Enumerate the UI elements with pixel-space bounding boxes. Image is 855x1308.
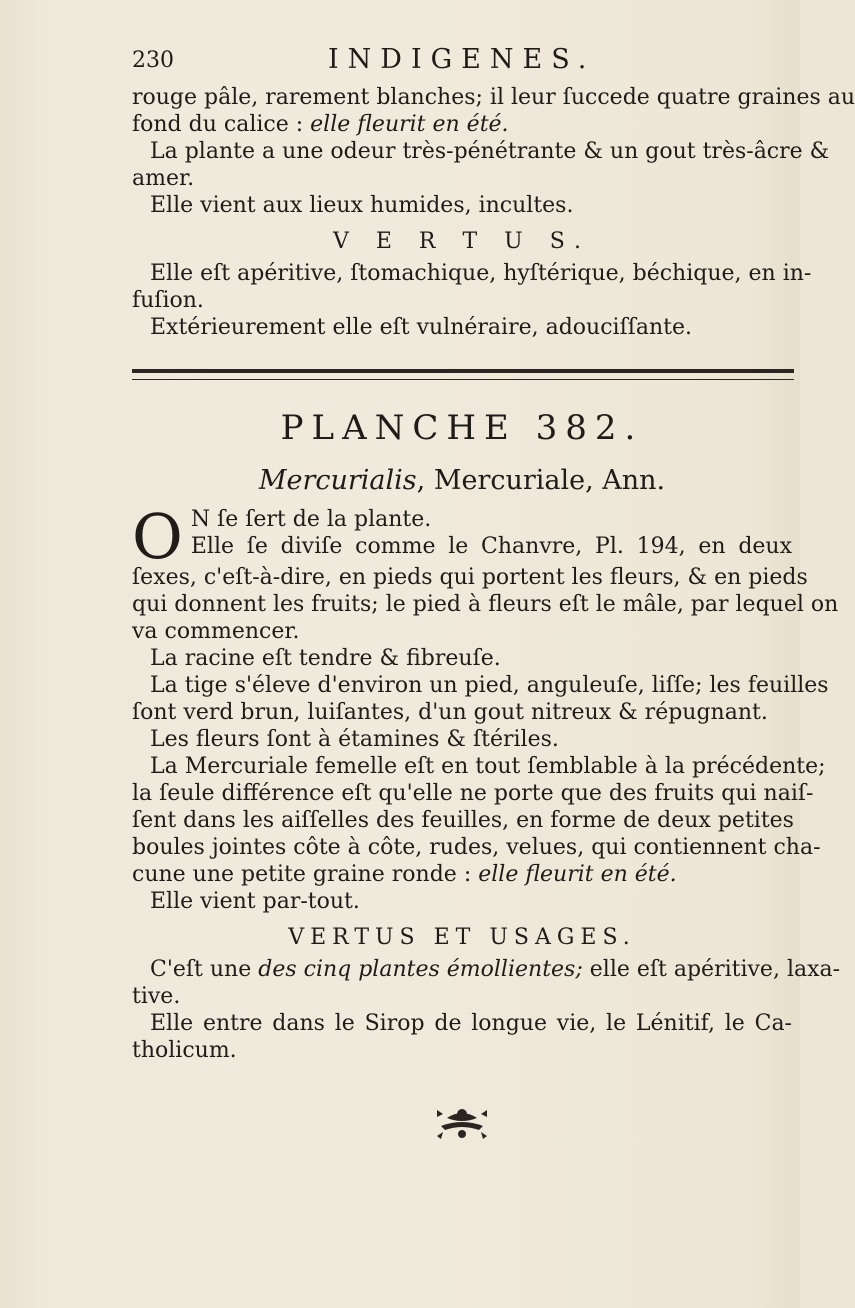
plate-text	[132, 500, 839, 915]
page-content	[132, 44, 855, 1144]
section-divider	[132, 369, 794, 380]
plate-subtitle: Mercurialis, Mercuriale, Ann.	[258, 465, 666, 496]
text-line: ſont verd brun, luiſantes, d'un gout nitreux & répugnant.	[132, 700, 768, 725]
text-line: ſexes, c'eſt-à-dire, en pieds qui portent les fleurs, & en pieds	[132, 565, 808, 590]
page-number: 230	[132, 48, 174, 73]
text-line: Elle entre dans le Sirop de longue vie, le Lénitif, le Ca-	[150, 1011, 792, 1036]
text-line: Elle vient aux lieux humides, incultes.	[150, 193, 574, 218]
text-line: va commencer.	[132, 619, 300, 644]
running-head: INDIGENES.	[328, 44, 596, 75]
page-header	[132, 44, 792, 82]
text-line: Elle eſt apéritive, ſtomachique, hyſtérique, béchique, en in-	[150, 261, 812, 286]
text-line: C'eſt une des cinq plantes émollientes; elle eſt apéritive, laxa-	[150, 957, 841, 982]
text-line: ſent dans les aiſſelles des feuilles, en forme de deux petites	[132, 808, 794, 833]
text-line: O N ſe ſert de la plante.	[132, 500, 432, 573]
drop-cap: O	[132, 500, 183, 573]
text-line: la ſeule différence eſt qu'elle ne porte que des fruits qui naiſ-	[132, 781, 814, 806]
text-line: Extérieurement elle eſt vulnéraire, adouciſſante.	[150, 315, 692, 340]
text-line: fuſion.	[132, 288, 204, 313]
text-line: fond du calice : elle fleurit en été.	[132, 112, 509, 137]
text-line: amer.	[132, 166, 195, 191]
text-line: La tige s'éleve d'environ un pied, anguleuſe, liſſe; les feuilles	[150, 673, 829, 698]
section-heading-vertus-usages: VERTUS ET USAGES.	[288, 925, 636, 950]
text-line: Elle ſe diviſe comme le Chanvre, Pl. 194, en deux	[190, 534, 792, 559]
text-line: boules jointes côte à côte, rudes, velues, qui contiennent cha-	[132, 835, 821, 860]
text-line: cune une petite graine ronde : elle fleurit en été.	[132, 862, 677, 887]
text-line: La Mercuriale femelle eſt en tout ſemblable à la précédente;	[150, 754, 826, 779]
text-line: tive.	[132, 984, 181, 1009]
text-line: Elle vient par-tout.	[150, 889, 360, 914]
text-line: La racine eſt tendre & fibreuſe.	[150, 646, 501, 671]
text-line: La plante a une odeur très-pénétrante & un gout très-âcre &	[150, 139, 830, 164]
fleuron-ornament-icon	[427, 1104, 497, 1144]
text-line: tholicum.	[132, 1038, 237, 1063]
text-line: Les fleurs ſont à étamines & ſtériles.	[150, 727, 559, 752]
text-line: rouge pâle, rarement blanches; il leur ſuccede quatre graines au	[132, 85, 855, 110]
text-line: qui donnent les fruits; le pied à fleurs eſt le mâle, par lequel on	[132, 592, 839, 617]
section-heading-vertus: V E R T U S.	[333, 229, 591, 254]
plate-title: PLANCHE 382.	[280, 408, 644, 448]
